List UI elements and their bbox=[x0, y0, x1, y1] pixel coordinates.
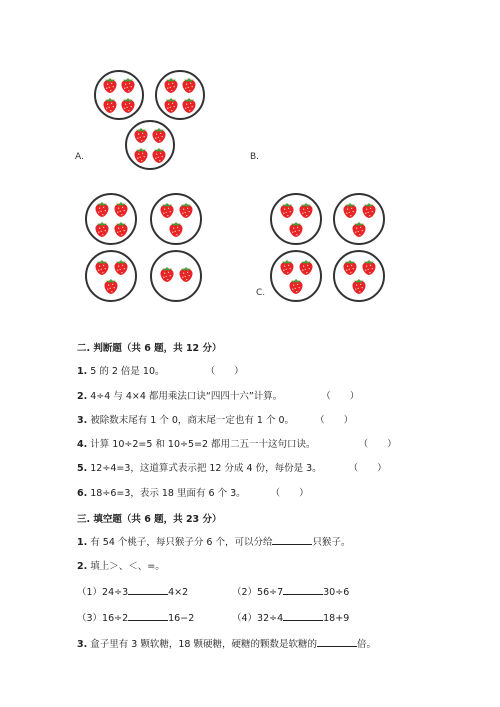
plate-a1 bbox=[94, 70, 144, 120]
fill-item-3 bbox=[77, 636, 376, 650]
answer-paren[interactable]: （ ） bbox=[321, 391, 360, 402]
section3-heading: 三. 填空题（共 6 题，共 23 分） bbox=[77, 514, 222, 525]
item-text: 有 54 个桃子，每只猴子分 6 个，可以分给 bbox=[90, 537, 273, 548]
item-text: 18÷6=3，表示 18 里面有 6 个 3。 bbox=[90, 488, 246, 499]
strawberry-icon bbox=[102, 76, 118, 94]
answer-blank[interactable] bbox=[283, 610, 323, 621]
judge-item-6 bbox=[77, 485, 309, 499]
compare-right: 30÷6 bbox=[323, 587, 350, 598]
answer-blank[interactable] bbox=[128, 610, 168, 621]
item-text: 盒子里有 3 颗软糖，18 颗硬糖，硬糖的颗数是软糖的 bbox=[90, 639, 317, 650]
strawberry-icon bbox=[103, 277, 119, 295]
compare-2 bbox=[232, 584, 349, 598]
strawberry-icon bbox=[178, 201, 194, 219]
compare-3 bbox=[77, 610, 194, 624]
answer-blank[interactable] bbox=[128, 584, 168, 595]
fill-item-1 bbox=[77, 534, 351, 548]
strawberry-icon bbox=[168, 220, 184, 238]
item-number: 6. bbox=[77, 488, 88, 499]
strawberry-icon bbox=[342, 258, 358, 276]
plate-b4 bbox=[150, 250, 202, 302]
compare-right: 16−2 bbox=[168, 613, 195, 624]
strawberry-icon bbox=[151, 146, 167, 164]
judge-item-5 bbox=[77, 460, 387, 474]
strawberry-icon bbox=[102, 96, 118, 114]
strawberry-icon bbox=[279, 258, 295, 276]
strawberry-icon bbox=[120, 96, 136, 114]
fill-item-2 bbox=[77, 558, 165, 572]
item-text: 计算 10÷2=5 和 10÷5=2 都用二五一十这句口诀。 bbox=[90, 439, 316, 450]
plate-c3 bbox=[270, 250, 322, 302]
item-text: 被除数末尾有 1 个 0，商末尾一定也有 1 个 0。 bbox=[90, 415, 295, 426]
strawberry-icon bbox=[113, 200, 129, 218]
compare-1 bbox=[77, 584, 188, 598]
compare-left: （1）24÷3 bbox=[77, 587, 129, 598]
strawberry-icon bbox=[94, 258, 110, 276]
judge-item-3 bbox=[77, 412, 353, 426]
plate-c1 bbox=[270, 193, 322, 245]
answer-paren[interactable]: （ ） bbox=[358, 439, 397, 450]
strawberry-icon bbox=[361, 258, 377, 276]
item-text: 4÷4 与 4×4 都用乘法口诀“四四十六”计算。 bbox=[90, 391, 283, 402]
strawberry-icon bbox=[288, 220, 304, 238]
strawberry-icon bbox=[351, 277, 367, 295]
strawberry-icon bbox=[159, 265, 175, 283]
option-c-label: C. bbox=[256, 288, 266, 298]
item-number: 3. bbox=[77, 639, 88, 650]
item-number: 1. bbox=[77, 366, 88, 377]
item-number: 1. bbox=[77, 537, 88, 548]
judge-item-4 bbox=[77, 436, 397, 450]
strawberry-icon bbox=[94, 200, 110, 218]
strawberry-icon bbox=[163, 96, 179, 114]
strawberry-icon bbox=[178, 265, 194, 283]
strawberry-icon bbox=[361, 201, 377, 219]
plate-b2 bbox=[150, 193, 202, 245]
plate-a3 bbox=[125, 120, 175, 170]
answer-paren[interactable]: （ ） bbox=[270, 488, 309, 499]
item-text-end: 只猴子。 bbox=[312, 537, 351, 548]
compare-left: （3）16÷2 bbox=[77, 613, 129, 624]
strawberry-icon bbox=[279, 201, 295, 219]
compare-right: 4×2 bbox=[168, 587, 189, 598]
answer-paren[interactable]: （ ） bbox=[205, 366, 244, 377]
item-number: 2. bbox=[77, 561, 88, 572]
compare-4 bbox=[232, 610, 349, 624]
answer-blank[interactable] bbox=[272, 534, 312, 545]
item-text: 12÷4=3，这道算式表示把 12 分成 4 份，每份是 3。 bbox=[90, 463, 322, 474]
strawberry-icon bbox=[151, 126, 167, 144]
strawberry-icon bbox=[113, 258, 129, 276]
strawberry-icon bbox=[94, 220, 110, 238]
judge-item-1 bbox=[77, 363, 244, 377]
item-text: 填上＞、＜、=。 bbox=[90, 561, 165, 572]
strawberry-icon bbox=[163, 76, 179, 94]
item-number: 2. bbox=[77, 391, 88, 402]
plate-c4 bbox=[333, 250, 385, 302]
item-number: 3. bbox=[77, 415, 88, 426]
compare-left: （2）56÷7 bbox=[232, 587, 284, 598]
plate-c2 bbox=[333, 193, 385, 245]
option-a-label: A. bbox=[75, 152, 84, 162]
item-text-end: 倍。 bbox=[356, 639, 376, 650]
plate-a2 bbox=[155, 70, 205, 120]
answer-paren[interactable]: （ ） bbox=[348, 463, 387, 474]
judge-item-2 bbox=[77, 388, 359, 402]
strawberry-icon bbox=[113, 220, 129, 238]
answer-blank[interactable] bbox=[317, 636, 357, 647]
answer-paren[interactable]: （ ） bbox=[315, 415, 354, 426]
strawberry-icon bbox=[342, 201, 358, 219]
answer-blank[interactable] bbox=[283, 584, 323, 595]
compare-left: （4）32÷4 bbox=[232, 613, 284, 624]
strawberry-icon bbox=[159, 201, 175, 219]
strawberry-icon bbox=[181, 96, 197, 114]
strawberry-icon bbox=[181, 76, 197, 94]
option-b-label: B. bbox=[250, 152, 260, 162]
strawberry-icon bbox=[133, 126, 149, 144]
strawberry-icon bbox=[298, 201, 314, 219]
strawberry-icon bbox=[298, 258, 314, 276]
strawberry-icon bbox=[288, 277, 304, 295]
item-number: 5. bbox=[77, 463, 88, 474]
strawberry-icon bbox=[351, 220, 367, 238]
section2-heading: 二. 判断题（共 6 题，共 12 分） bbox=[77, 343, 222, 354]
plate-b3 bbox=[85, 250, 137, 302]
compare-right: 18+9 bbox=[323, 613, 350, 624]
strawberry-icon bbox=[133, 146, 149, 164]
strawberry-icon bbox=[120, 76, 136, 94]
item-number: 4. bbox=[77, 439, 88, 450]
plate-b1 bbox=[85, 193, 137, 245]
item-text: 5 的 2 倍是 10。 bbox=[90, 366, 165, 377]
